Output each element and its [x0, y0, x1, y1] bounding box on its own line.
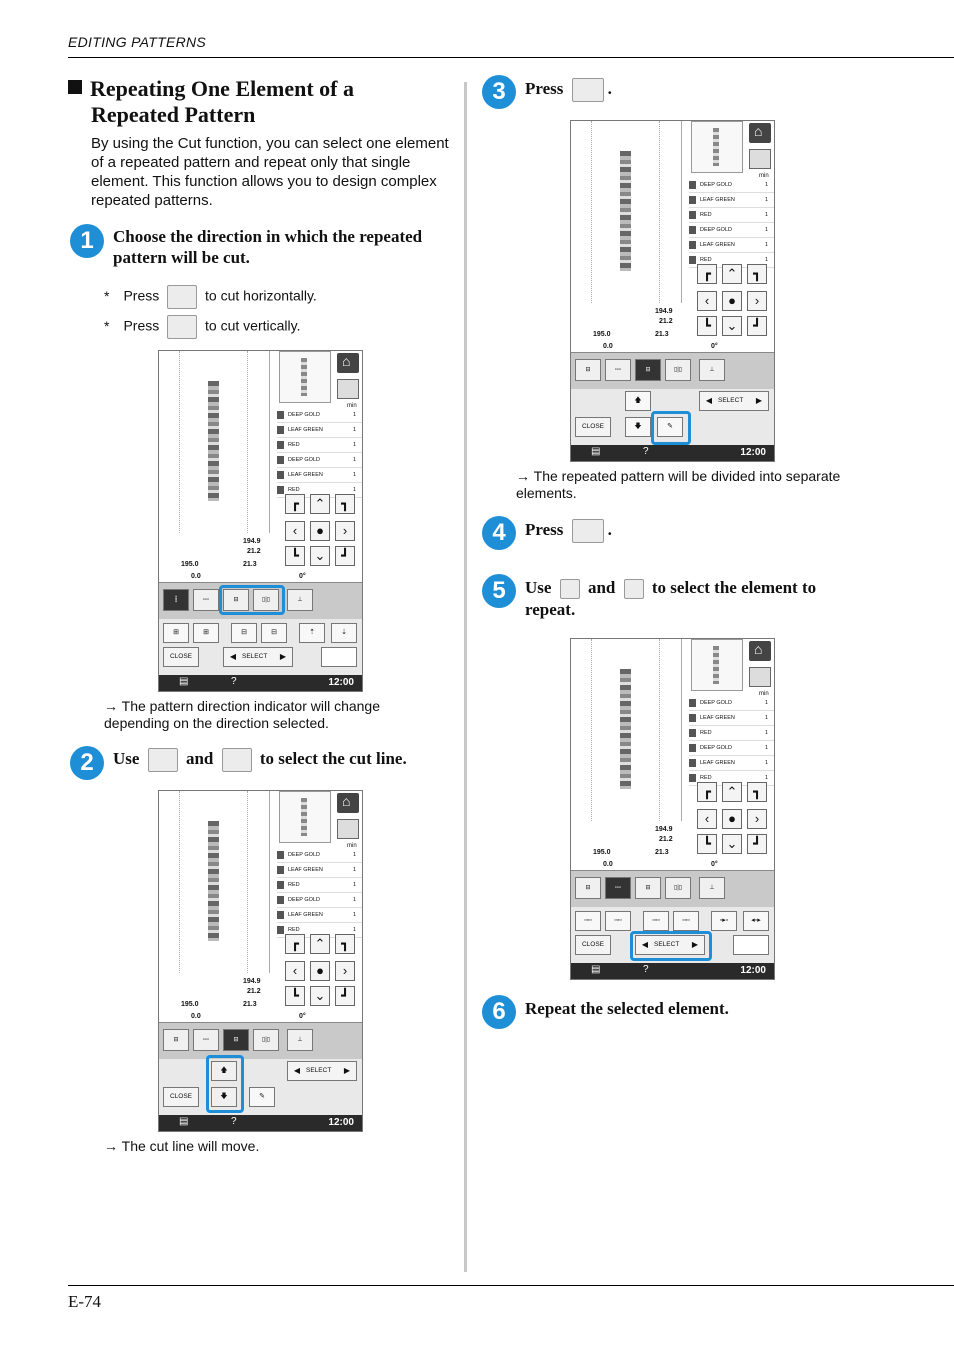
cut-vertical-icon[interactable]: ▯|▯: [253, 589, 279, 611]
step-1-text: Choose the direction in which the repeated pattern will be cut.: [113, 227, 423, 267]
cut-button-icon: [572, 78, 604, 102]
arrow-left-icon[interactable]: ‹: [285, 521, 305, 541]
step-2-note: → The cut line will move.: [104, 1138, 260, 1154]
step-4-number: 4: [482, 516, 516, 550]
cut-horizontal-button-icon: [167, 285, 197, 309]
machine-screen-4: ⌂ min DEEP GOLD 1 LEAF GREEN 1 RED 1 DEEP GOLD 1 LEAF GREEN 1 RED 1 ┏ ⌃ ┓ ‹ ● › ┗ ⌄ ┛ 194.9 21.2 195.0 21.3 0.0 0° ⊟ ▫▫▫ ⊟ ▯|▯ ⊥ ▫▫▫ ▫▫▫ ▫▫▫ ▫▫▫ ▫▸▫ ◂▫▸ CLOSE ◀ SELECT ▶ ▤ ? 12:00: [570, 638, 775, 980]
step-3-number: 3: [482, 75, 516, 109]
arrow-up-right-icon[interactable]: ┓: [335, 494, 355, 514]
select-left-icon: [560, 579, 580, 599]
step-2-text: Use and to select the cut line.: [113, 748, 453, 772]
section-intro: By using the Cut function, you can select one element of a repeated pattern and repeat only that single element. This function allows you to design complex repeated patterns.: [91, 135, 449, 209]
arrow-down-left-icon[interactable]: ┗: [285, 546, 305, 566]
machine-screen-3: ⌂ min DEEP GOLD 1 LEAF GREEN 1 RED 1 DEEP GOLD 1 LEAF GREEN 1 RED 1 ┏ ⌃ ┓ ‹ ● › ┗ ⌄ ┛ 194.9 21.2 195.0 21.3 0.0 0° ⊟ ▫▫▫ ⊟ ▯|▯ ⊥ 🡅 🡇 ✎ CLOSE ◀ SELECT ▶ ▤ ? 12:00: [570, 120, 775, 462]
bullet-vertical: * Press to cut vertically.: [104, 315, 300, 339]
arrow-up-left-icon[interactable]: ┏: [285, 494, 305, 514]
remove-bottom-icon[interactable]: ⊟: [261, 623, 287, 643]
status-bar: ▤ ? 12:00: [159, 675, 362, 691]
space-up-icon[interactable]: ⇡: [299, 623, 325, 643]
cut-vertical-button-icon: [167, 315, 197, 339]
page-number: E-74: [68, 1292, 102, 1311]
repeated-pattern-image: [208, 381, 219, 501]
arrow-down-right-icon[interactable]: ┛: [335, 546, 355, 566]
size-info: 194.9 21.2 195.0 21.3 0.0 0°: [159, 534, 283, 582]
column-divider: [464, 82, 467, 1272]
blank-button[interactable]: [321, 647, 357, 667]
direction-indicator-icon: ┇: [163, 589, 189, 611]
step-6-number: 6: [482, 995, 516, 1029]
bullet-horizontal: * Press to cut horizontally.: [104, 285, 317, 309]
header-rule: [68, 57, 954, 58]
arrow-up-icon[interactable]: ⌃: [310, 494, 330, 514]
step-2-number: 2: [70, 746, 104, 780]
repeat-icon[interactable]: ▫▫▫: [193, 589, 219, 611]
step-1-note: → The pattern direction indicator will change depending on the direction selected.: [104, 698, 381, 731]
document-icon[interactable]: ▤: [179, 676, 189, 687]
select-control[interactable]: ◀ SELECT ▶: [635, 935, 705, 955]
thread-color-list: DEEP GOLD 1 LEAF GREEN 1 RED 1 DEEP GOLD 1 LEAF GREEN 1 RED 1: [277, 408, 362, 498]
embroidery-icon[interactable]: [337, 819, 359, 839]
step-4-text: Press .: [525, 519, 612, 543]
cut-line-down-button[interactable]: 🡇: [211, 1087, 237, 1107]
home-icon[interactable]: [337, 353, 359, 373]
arrow-down-icon[interactable]: ⌄: [310, 546, 330, 566]
step-3-note: → The repeated pattern will be divided into separate elements.: [516, 468, 841, 501]
square-bullet-icon: [68, 80, 82, 94]
cut-button[interactable]: ✎: [249, 1087, 275, 1107]
remove-top-icon[interactable]: ⊟: [231, 623, 257, 643]
cut-line-up-icon: [148, 748, 178, 772]
center-icon[interactable]: ●: [310, 521, 330, 541]
lower-panel: [159, 619, 362, 676]
step-1-number: 1: [70, 224, 104, 258]
pattern-thumbnail: [279, 351, 331, 403]
close-button[interactable]: CLOSE: [163, 647, 199, 667]
repeated-pattern-image: [208, 821, 219, 941]
footer-rule: [68, 1285, 954, 1286]
page-header: EDITING PATTERNS: [68, 34, 207, 50]
cut-button[interactable]: ✎: [657, 417, 683, 437]
spacing-icon[interactable]: ⊥: [287, 589, 313, 611]
section-title: Repeating One Element of a Repeated Pattern: [68, 76, 354, 128]
step-5-number: 5: [482, 574, 516, 608]
home-icon[interactable]: [337, 793, 359, 813]
help-icon[interactable]: ?: [231, 676, 237, 687]
cut-horizontal-icon[interactable]: ⊟: [223, 589, 249, 611]
step-3-text: Press .: [525, 78, 612, 102]
embroidery-icon[interactable]: [337, 379, 359, 399]
pattern-preview: [159, 351, 270, 533]
cut-line-up-button[interactable]: 🡅: [211, 1061, 237, 1081]
machine-screen-2: ⌂ min DEEP GOLD 1 LEAF GREEN 1 RED 1 DEEP GOLD 1 LEAF GREEN 1 RED 1 ┏ ⌃ ┓ ‹ ● › ┗ ⌄ ┛ 194.9 21.2 195.0 21.3 0.0 0° ⊟ ▫▫▫ ⊟ ▯|▯ ⊥ 🡅 🡇 ✎ CLOSE ◀ SELECT ▶ ▤ ? 12:00: [158, 790, 363, 1132]
add-bottom-icon[interactable]: ⊞: [193, 623, 219, 643]
arrow-right-icon[interactable]: ›: [335, 521, 355, 541]
select-right-icon: [624, 579, 644, 599]
select-control[interactable]: ◀ SELECT ▶: [223, 647, 293, 667]
machine-screen-1: ⌂ min DEEP GOLD 1 LEAF GREEN 1 RED 1 DEEP GOLD 1 LEAF GREEN 1 RED 1 ┏ ⌃ ┓ ‹ ● › ┗ ⌄ ┛ 194.9 21.2 195.0 21.3 0.0 0° ┇ ▫▫▫ ⊟ ▯|▯ ⊥ ⊞ ⊞ ⊟ ⊟ ⇡ ⇣ CLOSE ◀ SELECT ▶ ▤ ? 12:00: [158, 350, 363, 692]
repeat-button-icon: [572, 519, 604, 543]
step-5-text: Use and to select the element to repeat.: [525, 578, 817, 620]
step-6-text: Repeat the selected element.: [525, 999, 729, 1018]
cut-line-down-icon: [222, 748, 252, 772]
highlight-cut-buttons: [219, 585, 285, 615]
add-top-icon[interactable]: ⊞: [163, 623, 189, 643]
space-down-icon[interactable]: ⇣: [331, 623, 357, 643]
